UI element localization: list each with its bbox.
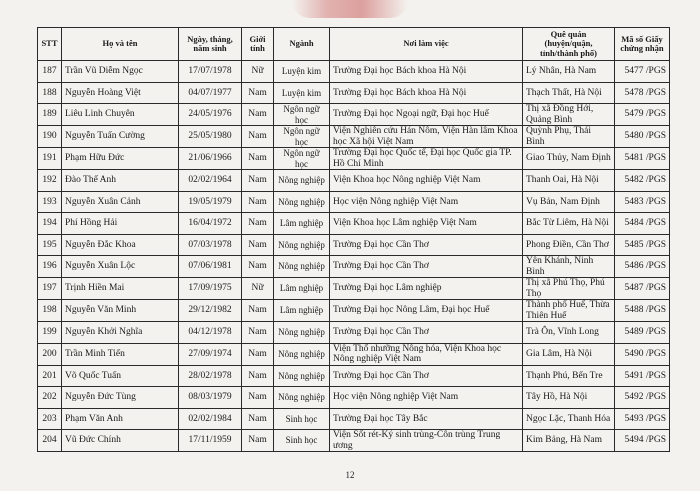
cell-dob: 17/07/1978 bbox=[179, 61, 242, 83]
cell-field: Luyện kim bbox=[274, 61, 330, 83]
cell-hometown: Vụ Bản, Nam Định bbox=[523, 191, 615, 213]
cell-name: Vũ Đức Chính bbox=[62, 430, 179, 452]
cell-gender: Nam bbox=[242, 126, 274, 148]
table-row bbox=[38, 148, 670, 170]
cell-name: Phí Hồng Hải bbox=[62, 213, 179, 235]
cell-dob: 24/05/1976 bbox=[179, 104, 242, 126]
cell-stt: 194 bbox=[38, 213, 62, 235]
cell-name: Trần Vũ Diễm Ngọc bbox=[62, 61, 179, 83]
cell-name: Nguyễn Khởi Nghĩa bbox=[62, 322, 179, 344]
table-row bbox=[38, 234, 670, 256]
header-hometown: Quê quán (huyện/quận, tỉnh/thành phố) bbox=[523, 28, 615, 61]
cell-workplace: Trường Đại học Tây Bắc bbox=[330, 408, 523, 430]
cell-dob: 27/09/1974 bbox=[179, 343, 242, 365]
table-row bbox=[38, 213, 670, 235]
cell-hometown: Thạnh Phú, Bến Tre bbox=[523, 365, 615, 387]
cell-name: Nguyễn Xuân Cảnh bbox=[62, 191, 179, 213]
cell-workplace: Học viện Nông nghiệp Việt Nam bbox=[330, 387, 523, 409]
table-row bbox=[38, 343, 670, 365]
header-dob: Ngày, tháng, năm sinh bbox=[179, 28, 242, 61]
cell-gender: Nam bbox=[242, 343, 274, 365]
cell-dob: 17/11/1959 bbox=[179, 430, 242, 452]
cell-workplace: Trường Đại học Bách khoa Hà Nội bbox=[330, 61, 523, 83]
cell-hometown: Thạch Thất, Hà Nội bbox=[523, 82, 615, 104]
cell-workplace: Trường Đại học Ngoại ngữ, Đại học Huế bbox=[330, 104, 523, 126]
cell-cert: 5484 /PGS bbox=[615, 213, 670, 235]
cell-stt: 203 bbox=[38, 408, 62, 430]
cell-stt: 188 bbox=[38, 82, 62, 104]
cell-field: Nông nghiệp bbox=[274, 234, 330, 256]
cell-dob: 02/02/1964 bbox=[179, 170, 242, 192]
cell-cert: 5481 /PGS bbox=[615, 148, 670, 170]
header-field: Ngành bbox=[274, 28, 330, 61]
cell-cert: 5490 /PGS bbox=[615, 343, 670, 365]
cell-hometown: Tây Hồ, Hà Nội bbox=[523, 387, 615, 409]
cell-stt: 192 bbox=[38, 170, 62, 192]
cell-gender: Nam bbox=[242, 213, 274, 235]
cell-cert: 5493 /PGS bbox=[615, 408, 670, 430]
cell-field: Ngôn ngữ học bbox=[274, 104, 330, 126]
cell-gender: Nam bbox=[242, 82, 274, 104]
page-number: 12 bbox=[345, 470, 355, 480]
cell-field: Nông nghiệp bbox=[274, 343, 330, 365]
cell-workplace: Trường Đại học Cần Thơ bbox=[330, 234, 523, 256]
cell-dob: 19/05/1979 bbox=[179, 191, 242, 213]
header-stt: STT bbox=[38, 28, 62, 61]
header-cert: Mã số Giấy chứng nhận bbox=[615, 28, 670, 61]
cell-field: Lâm nghiệp bbox=[274, 278, 330, 300]
cell-field: Nông nghiệp bbox=[274, 191, 330, 213]
cell-name: Nguyễn Xuân Lộc bbox=[62, 256, 179, 278]
red-seal-stamp bbox=[292, 0, 408, 18]
cell-gender: Nam bbox=[242, 256, 274, 278]
cell-name: Nguyễn Tuấn Cường bbox=[62, 126, 179, 148]
cell-stt: 204 bbox=[38, 430, 62, 452]
cell-dob: 04/07/1977 bbox=[179, 82, 242, 104]
cell-hometown: Yên Khánh, Ninh Bình bbox=[523, 256, 615, 278]
cell-stt: 196 bbox=[38, 256, 62, 278]
cell-hometown: Thanh Oai, Hà Nội bbox=[523, 170, 615, 192]
cell-workplace: Viện Thổ nhưỡng Nông hóa, Viện Khoa học Nông nghiệp Việt Nam bbox=[330, 343, 523, 365]
cell-cert: 5489 /PGS bbox=[615, 322, 670, 344]
cell-dob: 16/04/1972 bbox=[179, 213, 242, 235]
table-row bbox=[38, 170, 670, 192]
cell-stt: 199 bbox=[38, 322, 62, 344]
cell-hometown: Thị xã Đồng Hới, Quảng Bình bbox=[523, 104, 615, 126]
cell-cert: 5491 /PGS bbox=[615, 365, 670, 387]
cell-workplace: Học viện Nông nghiệp Việt Nam bbox=[330, 191, 523, 213]
cell-dob: 08/03/1979 bbox=[179, 387, 242, 409]
cell-gender: Nam bbox=[242, 430, 274, 452]
header-name: Họ và tên bbox=[62, 28, 179, 61]
cell-workplace: Trường Đại học Cần Thơ bbox=[330, 322, 523, 344]
table-row bbox=[38, 104, 670, 126]
table-row bbox=[38, 126, 670, 148]
table-row bbox=[38, 387, 670, 409]
cell-workplace: Viện Nghiên cứu Hán Nôm, Viện Hàn lâm Khoa học Xã hội Việt Nam bbox=[330, 126, 523, 148]
cell-workplace: Trường Đại học Nông Lâm, Đại học Huế bbox=[330, 300, 523, 322]
cell-workplace: Trường Đại học Lâm nghiệp bbox=[330, 278, 523, 300]
cell-field: Ngôn ngữ học bbox=[274, 126, 330, 148]
cell-cert: 5478 /PGS bbox=[615, 82, 670, 104]
cell-cert: 5482 /PGS bbox=[615, 170, 670, 192]
cell-gender: Nam bbox=[242, 300, 274, 322]
cell-gender: Nam bbox=[242, 234, 274, 256]
cell-field: Nông nghiệp bbox=[274, 387, 330, 409]
cell-hometown: Bắc Từ Liêm, Hà Nội bbox=[523, 213, 615, 235]
cell-field: Sinh học bbox=[274, 430, 330, 452]
table-row bbox=[38, 430, 670, 452]
cell-stt: 191 bbox=[38, 148, 62, 170]
cell-workplace: Trường Đại học Cần Thơ bbox=[330, 365, 523, 387]
cell-dob: 21/06/1966 bbox=[179, 148, 242, 170]
cell-name: Trần Minh Tiến bbox=[62, 343, 179, 365]
cell-workplace: Trường Đại học Bách khoa Hà Nội bbox=[330, 82, 523, 104]
cell-field: Nông nghiệp bbox=[274, 170, 330, 192]
cell-gender: Nam bbox=[242, 148, 274, 170]
cell-gender: Nam bbox=[242, 104, 274, 126]
certificate-table bbox=[37, 27, 670, 452]
table-row bbox=[38, 61, 670, 83]
table-row bbox=[38, 322, 670, 344]
cell-stt: 202 bbox=[38, 387, 62, 409]
cell-gender: Nữ bbox=[242, 278, 274, 300]
cell-name: Nguyễn Đức Tùng bbox=[62, 387, 179, 409]
cell-field: Ngôn ngữ học bbox=[274, 148, 330, 170]
cell-cert: 5492 /PGS bbox=[615, 387, 670, 409]
cell-field: Sinh học bbox=[274, 408, 330, 430]
cell-hometown: Thành phố Huế, Thừa Thiên Huế bbox=[523, 300, 615, 322]
cell-name: Phạm Hữu Đức bbox=[62, 148, 179, 170]
cell-cert: 5477 /PGS bbox=[615, 61, 670, 83]
cell-hometown: Lý Nhân, Hà Nam bbox=[523, 61, 615, 83]
cell-cert: 5480 /PGS bbox=[615, 126, 670, 148]
cell-cert: 5479 /PGS bbox=[615, 104, 670, 126]
cell-hometown: Quỳnh Phụ, Thái Bình bbox=[523, 126, 615, 148]
cell-field: Luyện kim bbox=[274, 82, 330, 104]
table-row bbox=[38, 365, 670, 387]
cell-name: Nguyễn Hoàng Việt bbox=[62, 82, 179, 104]
cell-cert: 5485 /PGS bbox=[615, 234, 670, 256]
table-row bbox=[38, 256, 670, 278]
cell-dob: 07/03/1978 bbox=[179, 234, 242, 256]
table-row bbox=[38, 82, 670, 104]
cell-workplace: Viện Khoa học Lâm nghiệp Việt Nam bbox=[330, 213, 523, 235]
cell-field: Lâm nghiệp bbox=[274, 213, 330, 235]
cell-name: Phạm Văn Anh bbox=[62, 408, 179, 430]
table-row bbox=[38, 191, 670, 213]
cell-hometown: Trà Ôn, Vĩnh Long bbox=[523, 322, 615, 344]
cell-hometown: Kim Bảng, Hà Nam bbox=[523, 430, 615, 452]
cell-gender: Nữ bbox=[242, 61, 274, 83]
cell-hometown: Thị xã Phú Thọ, Phú Thọ bbox=[523, 278, 615, 300]
cell-dob: 25/05/1980 bbox=[179, 126, 242, 148]
cell-gender: Nam bbox=[242, 191, 274, 213]
header-gender: Giới tính bbox=[242, 28, 274, 61]
cell-hometown: Giao Thủy, Nam Định bbox=[523, 148, 615, 170]
cell-stt: 195 bbox=[38, 234, 62, 256]
cell-name: Nguyễn Đắc Khoa bbox=[62, 234, 179, 256]
cell-name: Liêu Linh Chuyên bbox=[62, 104, 179, 126]
table-row bbox=[38, 408, 670, 430]
cell-gender: Nam bbox=[242, 387, 274, 409]
cell-cert: 5483 /PGS bbox=[615, 191, 670, 213]
cell-hometown: Phong Điền, Cần Thơ bbox=[523, 234, 615, 256]
cell-cert: 5494 /PGS bbox=[615, 430, 670, 452]
cell-field: Lâm nghiệp bbox=[274, 300, 330, 322]
cell-gender: Nam bbox=[242, 170, 274, 192]
cell-name: Trịnh Hiền Mai bbox=[62, 278, 179, 300]
table-row bbox=[38, 300, 670, 322]
cell-dob: 07/06/1981 bbox=[179, 256, 242, 278]
cell-workplace: Viện Sốt rét-Ký sinh trùng-Côn trùng Trung ương bbox=[330, 430, 523, 452]
cell-hometown: Gia Lâm, Hà Nội bbox=[523, 343, 615, 365]
cell-stt: 200 bbox=[38, 343, 62, 365]
cell-workplace: Trường Đại học Quốc tế, Đại học Quốc gia TP. Hồ Chí Minh bbox=[330, 148, 523, 170]
table-header-row bbox=[38, 28, 670, 61]
cell-dob: 02/02/1984 bbox=[179, 408, 242, 430]
cell-stt: 187 bbox=[38, 61, 62, 83]
cell-stt: 197 bbox=[38, 278, 62, 300]
cell-cert: 5487 /PGS bbox=[615, 278, 670, 300]
cell-dob: 29/12/1982 bbox=[179, 300, 242, 322]
cell-workplace: Trường Đại học Cần Thơ bbox=[330, 256, 523, 278]
cell-dob: 04/12/1978 bbox=[179, 322, 242, 344]
cell-stt: 198 bbox=[38, 300, 62, 322]
cell-cert: 5488 /PGS bbox=[615, 300, 670, 322]
cell-gender: Nam bbox=[242, 365, 274, 387]
cell-gender: Nam bbox=[242, 408, 274, 430]
cell-stt: 193 bbox=[38, 191, 62, 213]
cell-hometown: Ngọc Lặc, Thanh Hóa bbox=[523, 408, 615, 430]
cell-workplace: Viện Khoa học Nông nghiệp Việt Nam bbox=[330, 170, 523, 192]
header-workplace: Nơi làm việc bbox=[330, 28, 523, 61]
cell-stt: 201 bbox=[38, 365, 62, 387]
cell-name: Đào Thế Anh bbox=[62, 170, 179, 192]
cell-field: Nông nghiệp bbox=[274, 256, 330, 278]
cell-name: Võ Quốc Tuấn bbox=[62, 365, 179, 387]
cell-dob: 28/02/1978 bbox=[179, 365, 242, 387]
cell-field: Nông nghiệp bbox=[274, 322, 330, 344]
cell-dob: 17/09/1975 bbox=[179, 278, 242, 300]
cell-name: Nguyễn Văn Minh bbox=[62, 300, 179, 322]
cell-field: Nông nghiệp bbox=[274, 365, 330, 387]
cell-stt: 189 bbox=[38, 104, 62, 126]
cell-stt: 190 bbox=[38, 126, 62, 148]
table-row bbox=[38, 278, 670, 300]
cell-cert: 5486 /PGS bbox=[615, 256, 670, 278]
cell-gender: Nam bbox=[242, 322, 274, 344]
